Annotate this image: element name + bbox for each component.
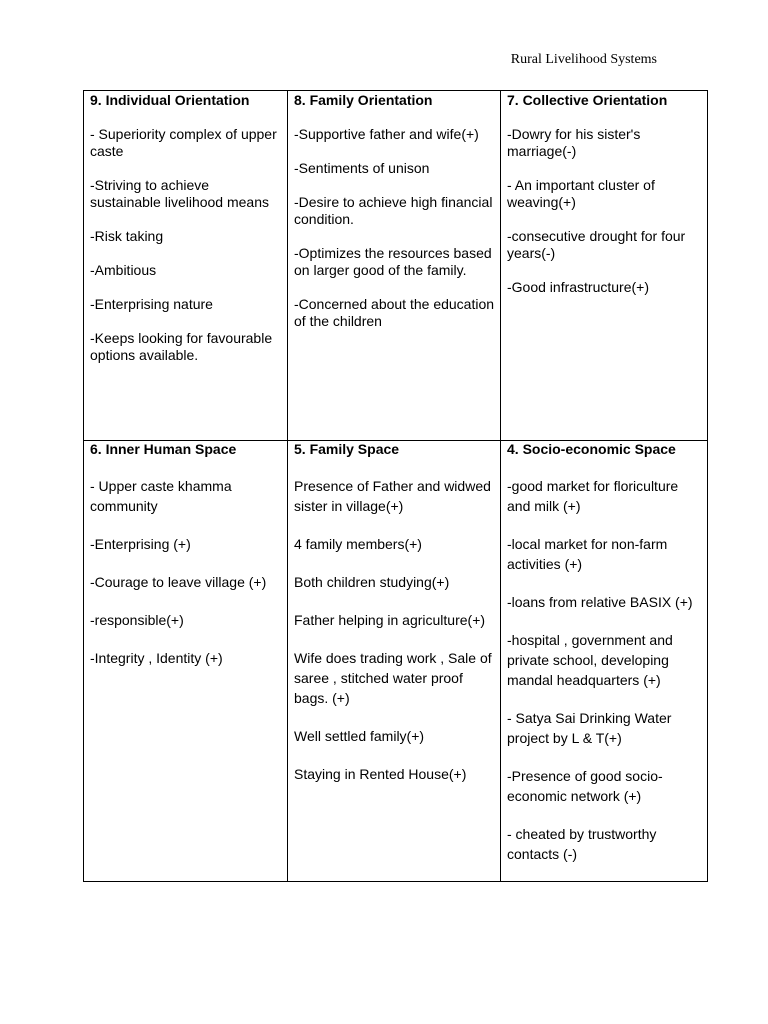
cell-inner-human-space <box>84 441 288 882</box>
list-item: -Concerned about the education of the children <box>294 296 495 329</box>
cell-heading: 8. Family Orientation <box>294 92 433 108</box>
cell-collective-orientation <box>501 91 708 441</box>
running-header: Rural Livelihood Systems <box>510 52 657 67</box>
cell-item-list <box>507 476 703 864</box>
list-item: - Upper caste khamma community <box>90 478 232 514</box>
table-row-orientation <box>84 91 708 441</box>
list-item: -Ambitious <box>90 262 157 278</box>
list-item: 4 family members(+) <box>294 536 422 552</box>
list-item: Well settled family(+) <box>294 728 425 744</box>
list-item: -responsible(+) <box>90 612 184 628</box>
list-item: Father helping in agriculture(+) <box>294 612 486 628</box>
list-item: -Good infrastructure(+) <box>507 279 649 295</box>
cell-family-orientation <box>288 91 501 441</box>
cell-heading: 7. Collective Orientation <box>507 92 668 108</box>
list-item: -local market for non-farm activities (+) <box>507 536 668 572</box>
list-item: - Satya Sai Drinking Water project by L & T(+) <box>507 710 672 746</box>
list-item: -hospital , government and private school, developing mandal headquarters (+) <box>507 632 673 688</box>
list-item: - Superiority complex of upper caste <box>90 126 277 159</box>
cell-individual-orientation <box>84 91 288 441</box>
cell-item-list <box>294 476 496 784</box>
list-item: -Enterprising (+) <box>90 536 191 552</box>
cell-heading: 9. Individual Orientation <box>90 92 250 108</box>
list-item: -consecutive drought for four years(-) <box>507 228 686 261</box>
cell-item-list <box>90 126 283 364</box>
list-item: -Desire to achieve high financial condition. <box>294 194 493 227</box>
list-item: -Supportive father and wife(+) <box>294 126 479 142</box>
cell-family-space <box>288 441 501 882</box>
cell-item-list <box>294 126 496 330</box>
list-item: Presence of Father and widwed sister in village(+) <box>294 478 491 514</box>
list-item: -loans from relative BASIX (+) <box>507 594 693 610</box>
list-item: - cheated by trustworthy contacts (-) <box>507 826 657 862</box>
list-item: -Sentiments of unison <box>294 160 430 176</box>
list-item: -Keeps looking for favourable options available. <box>90 330 273 363</box>
list-item: -Enterprising nature <box>90 296 213 312</box>
list-item: -Courage to leave village (+) <box>90 574 267 590</box>
cell-item-list <box>90 476 283 668</box>
list-item: Both children studying(+) <box>294 574 450 590</box>
list-item: Staying in Rented House(+) <box>294 766 467 782</box>
list-item: -Risk taking <box>90 228 164 244</box>
list-item: -Presence of good socio-economic network (+) <box>507 768 663 804</box>
cell-item-list <box>507 126 703 296</box>
list-item: -Striving to achieve sustainable livelihood means <box>90 177 269 210</box>
cell-heading: 4. Socio-economic Space <box>507 441 676 457</box>
livelihood-analysis-table <box>83 90 708 882</box>
list-item: - An important cluster of weaving(+) <box>507 177 655 210</box>
cell-socio-economic-space <box>501 441 708 882</box>
list-item: -Integrity , Identity (+) <box>90 650 223 666</box>
cell-heading: 5. Family Space <box>294 441 400 457</box>
list-item: Wife does trading work , Sale of saree , stitched water proof bags. (+) <box>294 650 492 706</box>
cell-heading: 6. Inner Human Space <box>90 441 237 457</box>
table-row-space <box>84 441 708 882</box>
list-item: -good market for floriculture and milk (+) <box>507 478 679 514</box>
list-item: -Optimizes the resources based on larger good of the family. <box>294 245 492 278</box>
list-item: -Dowry for his sister's marriage(-) <box>507 126 641 159</box>
